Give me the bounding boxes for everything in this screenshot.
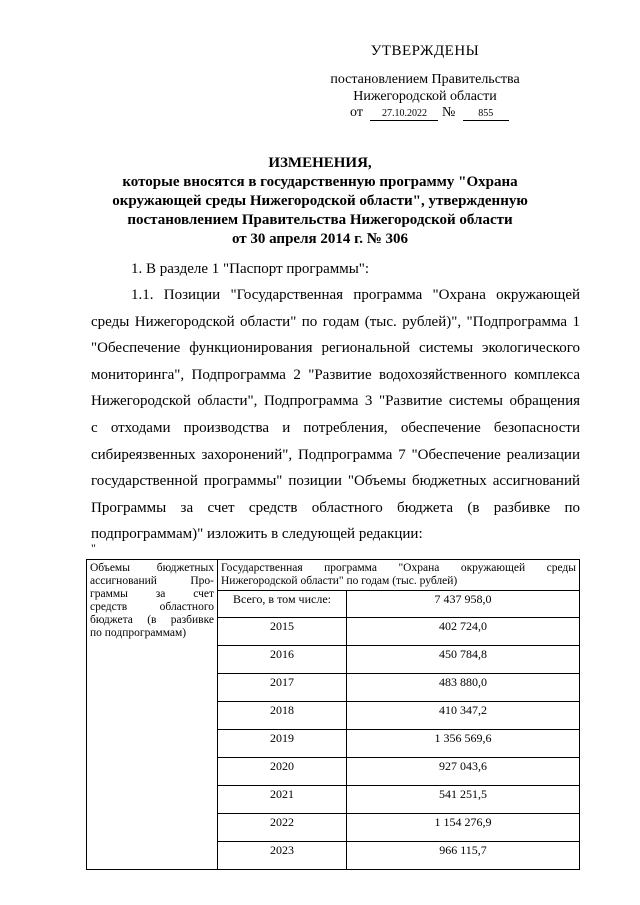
- year-cell: 2019: [218, 730, 347, 758]
- paragraph-line: сибиреязвенных захоронений", Подпрограмма 7 "Обеспечение реализации: [91, 446, 580, 463]
- number-label: №: [441, 105, 456, 120]
- value-cell: 483 880,0: [347, 674, 580, 702]
- decree-line-1: постановлением Правительства: [330, 72, 520, 87]
- title-line: постановлением Правительства Нижегородской области: [127, 212, 513, 228]
- paragraph-line: мониторинга", Подпрограмма 2 "Развитие водохозяйственного комплекса: [91, 366, 580, 383]
- total-label: Всего, в том числе:: [218, 591, 347, 618]
- approval-decree: [300, 71, 550, 105]
- year-cell: 2017: [218, 674, 347, 702]
- decree-date-number: [350, 105, 509, 121]
- year-cell: 2021: [218, 786, 347, 814]
- paragraph-line: 1.1. Позиции "Государственная программа "Охрана окружающей: [131, 287, 580, 303]
- label-line: Объемы бюджетных: [90, 562, 214, 574]
- document-title: [90, 154, 550, 249]
- year-cell: 2023: [218, 842, 347, 870]
- value-cell: 966 115,7: [347, 842, 580, 870]
- decree-line-2: Нижегородской области: [353, 89, 497, 104]
- paragraph-line: подпрограммам)" изложить в следующей редакции:: [91, 526, 423, 543]
- approval-stamp-title: УТВЕРЖДЕНЫ: [370, 43, 480, 59]
- year-cell: 2018: [218, 702, 347, 730]
- from-label: от: [350, 105, 363, 120]
- budget-label-cell: [87, 560, 218, 870]
- paragraph-line: с отходами производства и потребления, обеспечение безопасности: [91, 419, 580, 436]
- paragraph-line: "Обеспечение функционирования региональной системы экологического: [91, 340, 580, 357]
- year-cell: 2015: [218, 618, 347, 646]
- label-line: граммы за счет: [90, 588, 214, 600]
- paragraph-line: государственной программы" позиции "Объемы бюджетных ассигнований: [91, 473, 580, 490]
- value-cell: 450 784,8: [347, 646, 580, 674]
- table-header-row: [87, 560, 580, 591]
- value-cell: 541 251,5: [347, 786, 580, 814]
- value-cell: 410 347,2: [347, 702, 580, 730]
- year-cell: 2016: [218, 646, 347, 674]
- paragraph-line: Нижегородской области", Подпрограмма 3 "Развитие системы обращения: [91, 393, 580, 410]
- label-line: бюджета (в разбивке: [90, 614, 214, 626]
- label-line: ассигнований Про-: [90, 575, 214, 587]
- decree-date: 27.10.2022: [370, 108, 438, 121]
- budget-table: [86, 559, 580, 870]
- opening-quote: ": [91, 541, 96, 555]
- paragraph-line: среды Нижегородской области" по годам (тыс. рублей)", "Подпрограмма 1: [91, 313, 580, 330]
- total-value: 7 437 958,0: [347, 591, 580, 618]
- title-line: окружающей среды Нижегородской области", утвержденную: [112, 193, 528, 209]
- title-heading: ИЗМЕНЕНИЯ,: [268, 155, 372, 171]
- value-cell: 402 724,0: [347, 618, 580, 646]
- value-cell: 1 356 569,6: [347, 730, 580, 758]
- year-cell: 2020: [218, 758, 347, 786]
- year-cell: 2022: [218, 814, 347, 842]
- program-header-cell: [218, 560, 580, 591]
- decree-number: 855: [463, 108, 509, 121]
- section-1-heading: 1. В разделе 1 "Паспорт программы":: [131, 261, 370, 277]
- title-line: от 30 апреля 2014 г. № 306: [231, 231, 409, 247]
- paragraph-1-1: [91, 282, 580, 548]
- title-line: которые вносятся в государственную программу "Охрана: [122, 174, 518, 190]
- paragraph-line: Программы за счет средств областного бюджета (в разбивке по: [91, 499, 580, 516]
- label-line: по подпрограммам): [90, 627, 187, 639]
- header-line: Государственная программа "Охрана окружающей среды: [221, 562, 576, 574]
- header-line: Нижегородской области" по годам (тыс. рублей): [221, 575, 458, 587]
- value-cell: 927 043,6: [347, 758, 580, 786]
- value-cell: 1 154 276,9: [347, 814, 580, 842]
- label-line: средств областного: [90, 601, 214, 613]
